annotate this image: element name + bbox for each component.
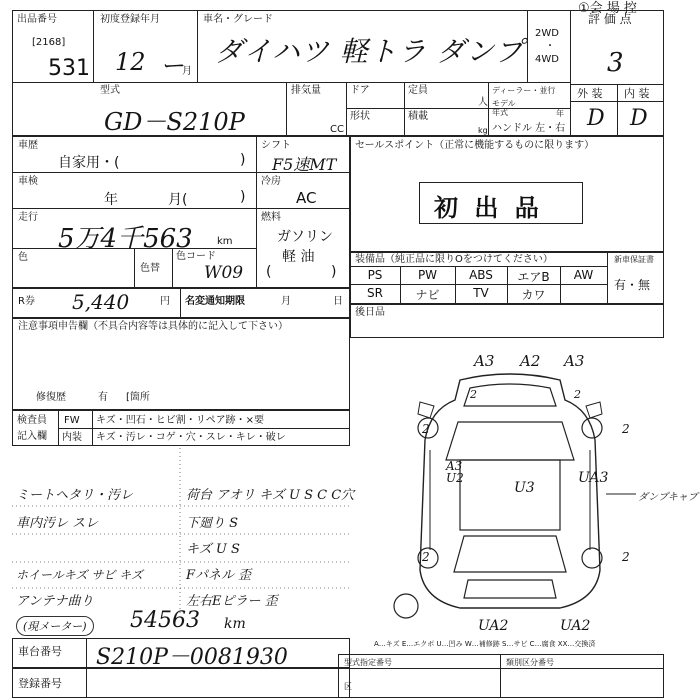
registration-box (12, 668, 350, 698)
color-code: W09 (204, 263, 244, 283)
shift-label: シフト (261, 140, 291, 151)
wheel-mark-6: 2 (574, 388, 581, 401)
exterior-grade: D (587, 106, 605, 131)
class-label: 類別区分番号 (506, 658, 554, 667)
door-label: ドア (350, 85, 370, 96)
certificate-label: 型式指定番号 (344, 658, 392, 667)
rear-date-box (350, 304, 664, 338)
inspection-label: 車検 (18, 176, 38, 187)
history-close: ) (240, 152, 246, 168)
inspection-month: 月( (168, 192, 188, 208)
model-label: 型式 (100, 85, 120, 96)
damage-mark-front-left: A3 (474, 352, 495, 370)
wheel-mark-5: 2 (470, 388, 477, 401)
first-listing: 初 出 品 (434, 194, 543, 222)
drive-dot: ・ (545, 41, 555, 52)
repair-label: 修復歴 (36, 392, 66, 403)
first-registration-label: 初度登録年月 (100, 14, 160, 25)
wheel-mark-4: 2 (622, 550, 630, 564)
equipment-item: PW (417, 268, 438, 282)
ac-label: 冷房 (261, 176, 281, 187)
score: 3 (607, 48, 624, 78)
load-label: 積載 (408, 111, 428, 122)
rear-date-label: 後日品 (355, 307, 385, 318)
handle-label: ハンドル 左・右 (492, 123, 566, 134)
displacement-label: 排気量 (291, 85, 321, 96)
damage-mark-right-side: UA3 (578, 470, 609, 486)
equipment-item: AW (573, 268, 594, 282)
note-antenna: アンテナ曲り (16, 594, 94, 609)
mileage-unit: km (217, 236, 233, 247)
interior-grade: D (630, 106, 648, 131)
new-warranty-label: 新車保証書 (614, 255, 654, 264)
first-registration-year: 12 (115, 48, 146, 76)
drive-2wd: 2WD (535, 28, 559, 39)
equipment-item: TV (473, 286, 489, 300)
fuel-gasoline: ガソリン (277, 229, 333, 245)
model-year-label: モデル年式 (492, 99, 516, 117)
cc-unit: CC (330, 124, 344, 135)
history-label: 車歴 (18, 140, 38, 151)
kg-unit: kg (478, 126, 488, 135)
car-name: ダイハツ 軽トラ ダンプ (215, 35, 524, 68)
repair-part: [箇所 (126, 392, 150, 403)
wheel-mark-2: 2 (622, 422, 630, 436)
note-pillar: 左右Eピラー 歪 (186, 594, 278, 609)
odometer-label: (現メーター) (16, 616, 94, 636)
note-wheel: ホイールキズ サビ キズ (16, 568, 143, 582)
equipment-item: PS (367, 268, 383, 282)
venue-copy-label: ①会 場 控 (578, 1, 637, 16)
equipment-item: SR (367, 286, 383, 300)
name-change-label: 名変通知期限 (185, 296, 245, 307)
capacity-label: 定員 (408, 85, 428, 96)
damage-mark-left-side: A3 U2 (446, 459, 464, 485)
history-value: 自家用・( (58, 155, 120, 171)
lot-sub-code: [2168] (32, 37, 66, 48)
fw-items: キズ・凹石・ヒビ割・リペア跡・×要 (96, 415, 264, 426)
person-unit: 人 (478, 97, 488, 108)
inspection-year: 年 (104, 192, 118, 208)
box-label: 区 (344, 682, 352, 691)
year-unit: 年 (556, 109, 564, 118)
equipment-item: ABS (469, 268, 493, 282)
mileage-label: 走行 (18, 212, 38, 223)
sales-point-label: セールスポイント（正常に機能するものに限ります） (355, 140, 595, 151)
chassis-value: S210P－0081930 (96, 645, 288, 670)
inspection-close: ) (240, 189, 246, 205)
first-registration-sep: ー (160, 52, 184, 80)
note-underbody: 下廻り S (186, 516, 239, 531)
color-change-label: 色替 (140, 263, 160, 274)
recycle-unit: 円 (160, 296, 170, 307)
name-change-month: 月 (281, 296, 291, 307)
warranty-options: 有・無 (614, 278, 651, 292)
damage-mark-bed: U3 (514, 480, 535, 496)
exterior-label: 外 装 (577, 87, 603, 100)
inspector-label-1: 検査員 (17, 415, 47, 426)
name-change-day: 日 (333, 296, 343, 307)
fuel-close: ) (331, 264, 337, 280)
damage-mark-rear-left: UA2 (478, 618, 509, 634)
odometer-value: 54563 (130, 608, 200, 633)
fuel-open: ( (266, 264, 272, 280)
diagram-annotation: ダンプキャブ (638, 492, 698, 503)
vehicle-diagram (360, 340, 660, 640)
equipment-label: 装備品（純正品に限りOをつけてください） (355, 254, 553, 265)
interior-inspect-items: キズ・汚レ・コゲ・穴・スレ・キレ・破レ (96, 432, 286, 443)
note-seat: ミートヘタリ・汚レ (16, 488, 134, 503)
color-code-label: 色コード (176, 251, 216, 262)
recycle-label: R券 (18, 296, 35, 307)
wheel-mark-3: 2 (422, 550, 430, 564)
fw-label: FW (64, 415, 80, 426)
repair-value: 有 (98, 392, 108, 403)
shift-value: F5速MT (272, 155, 337, 174)
note-scratch: キズ U S (186, 542, 240, 557)
wheel-mark-1: 2 (422, 422, 430, 436)
score-label: 評 価 点 (588, 12, 632, 26)
damage-mark-front-center: A2 (520, 352, 541, 370)
ac-value: AC (296, 189, 317, 207)
equipment-item: ナビ (415, 288, 440, 302)
lot-number: 531 (48, 56, 90, 81)
model-value: GD－S210P (104, 108, 245, 136)
dealer-label: ディーラー・並行 (492, 86, 556, 95)
mileage-value: 5万4千563 (58, 224, 193, 254)
interior-inspect-label: 内装 (62, 432, 82, 443)
month-unit: 月 (182, 66, 192, 77)
note-bed: 荷台 アオリ キズ U S C C穴 (186, 488, 355, 503)
registration-label: 登録番号 (18, 677, 62, 690)
lot-number-label: 出品番号 (17, 14, 57, 25)
odometer-unit: km (224, 616, 246, 632)
drive-4wd: 4WD (535, 54, 559, 65)
damage-legend: A…キズ E…エクボ U…凹み W…補修跡 S…サビ C…腐食 XX…交換済 (374, 640, 596, 648)
recycle-value: 5,440 (72, 290, 130, 314)
note-interior: 車内汚レ スレ (16, 516, 99, 531)
chassis-label: 車台番号 (18, 645, 62, 658)
inspector-label-2: 記入欄 (17, 431, 47, 442)
color-label: 色 (18, 252, 28, 263)
note-panel: Fパネル 歪 (186, 568, 252, 583)
interior-label: 内 装 (624, 87, 650, 100)
shape-label: 形状 (350, 111, 370, 122)
equipment-item: カワ (521, 288, 546, 302)
notes-label: 注意事項申告欄（不具合内容等は具体的に記入して下さい） (18, 321, 288, 332)
fuel-diesel: 軽 油 (282, 249, 315, 265)
fuel-label: 燃料 (261, 212, 281, 223)
damage-mark-front-right: A3 (564, 352, 585, 370)
equipment-item: エアB (517, 270, 550, 284)
damage-mark-rear-right: UA2 (560, 618, 591, 634)
name-grade-label: 車名・グレード (203, 14, 273, 25)
